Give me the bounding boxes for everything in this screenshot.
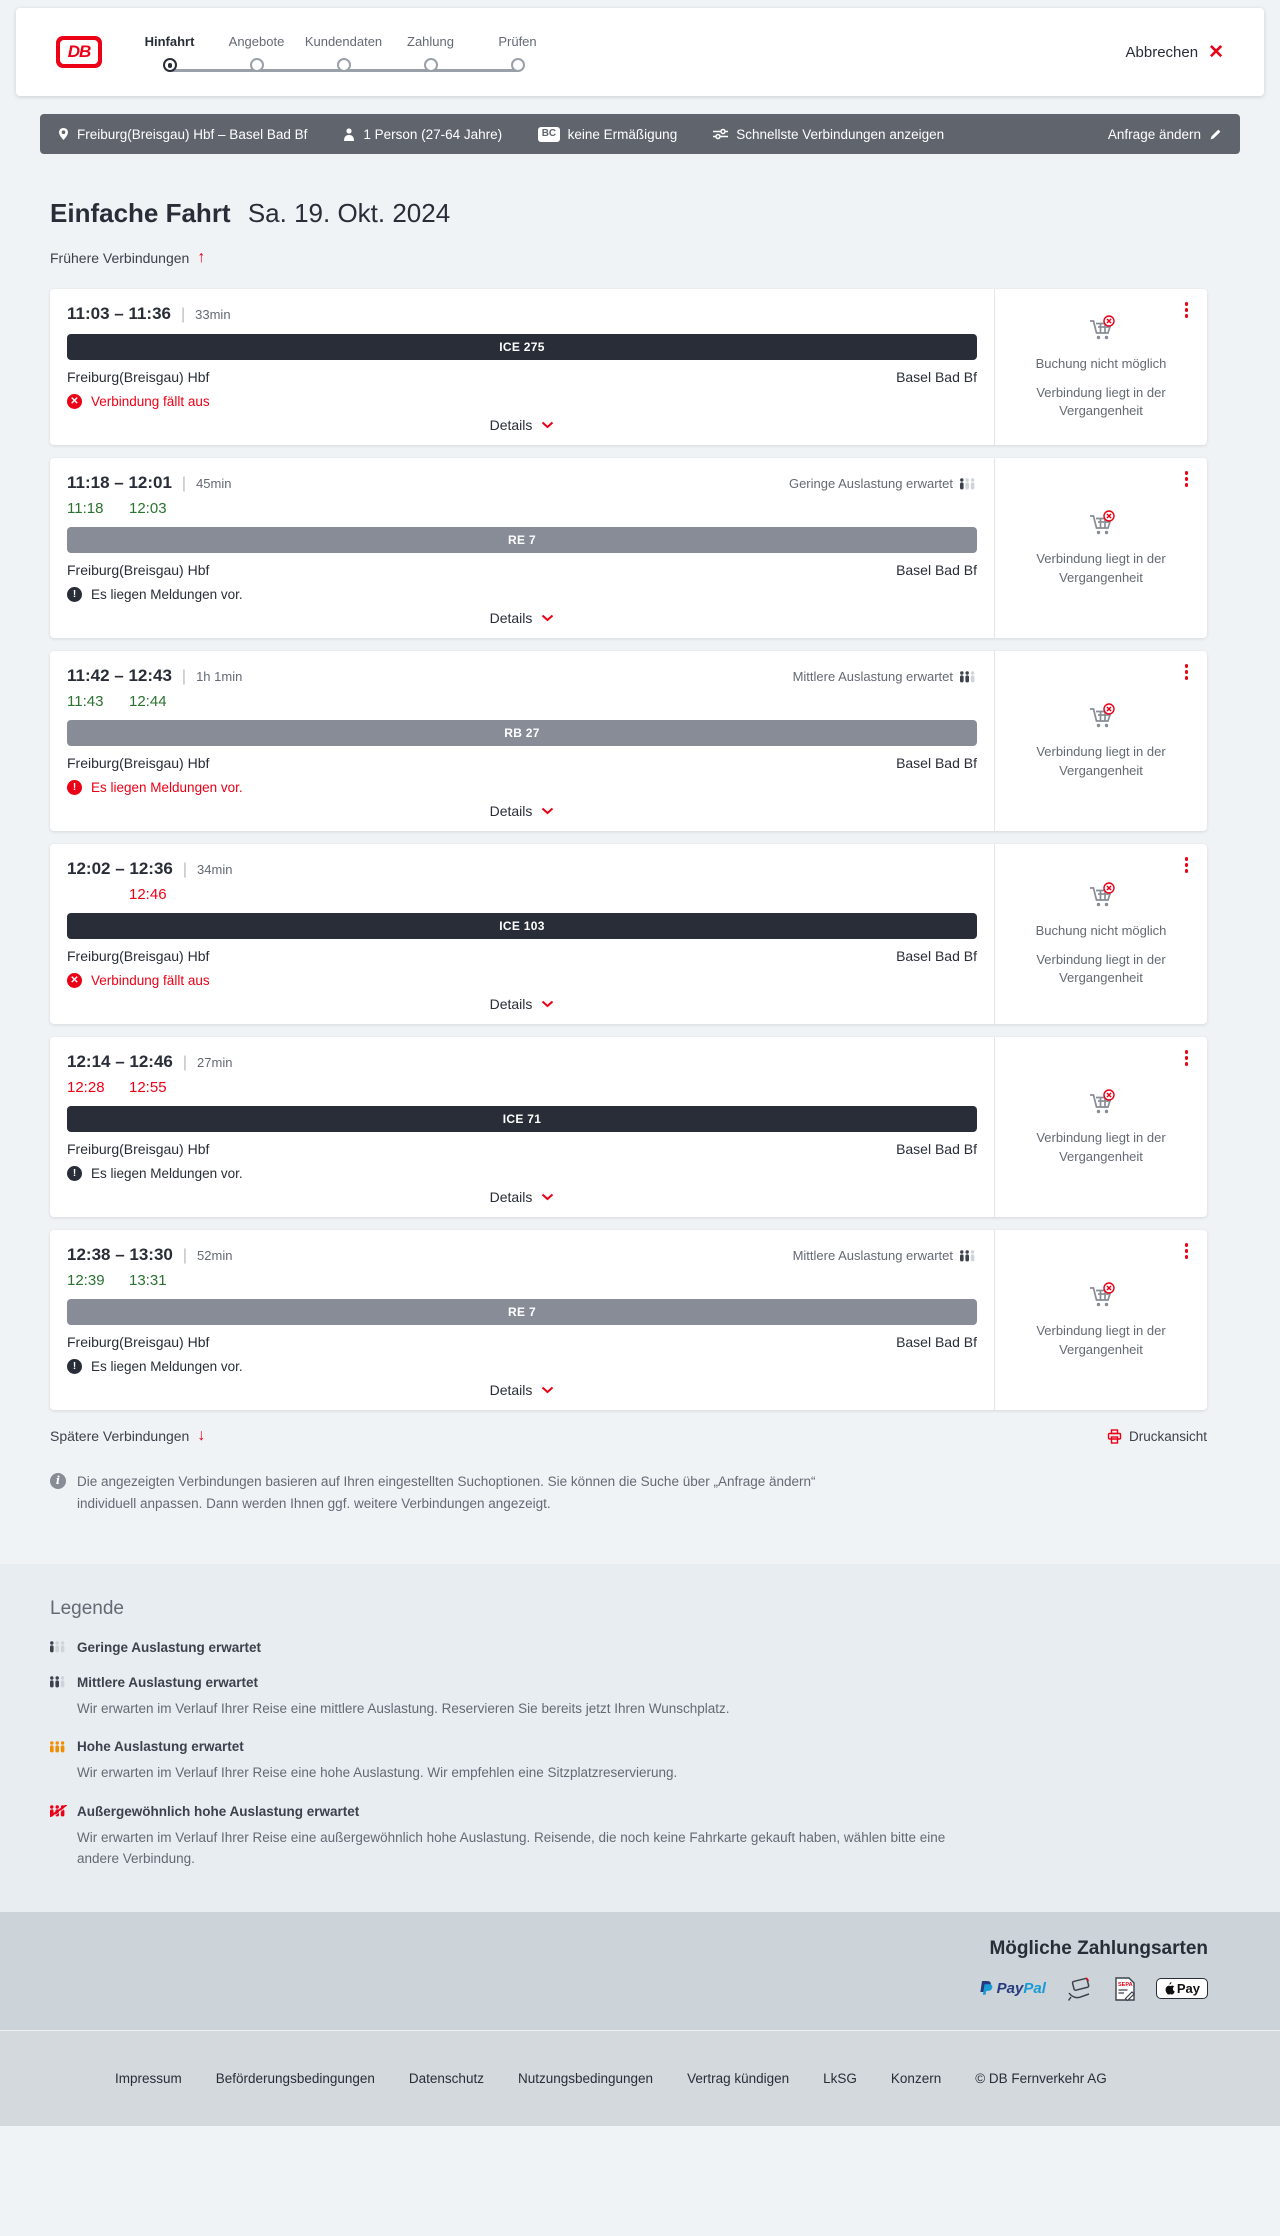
stations-row bbox=[67, 1141, 977, 1157]
kebab-menu-icon[interactable] bbox=[1183, 662, 1191, 682]
cart-unavailable-icon bbox=[1082, 881, 1120, 911]
legend-item bbox=[50, 1675, 1230, 1720]
step-dot bbox=[424, 58, 438, 72]
kebab-menu-icon[interactable] bbox=[1183, 1241, 1191, 1261]
time-range: 12:02 – 12:36 bbox=[67, 859, 173, 878]
duration: 33min bbox=[195, 307, 231, 322]
alert-icon: ! bbox=[67, 780, 82, 795]
message-text: Es liegen Meldungen vor. bbox=[91, 587, 243, 602]
separator: | bbox=[182, 1054, 188, 1071]
cancel-label: Abbrechen bbox=[1125, 43, 1199, 61]
separator: | bbox=[181, 475, 187, 492]
booking-panel bbox=[994, 1230, 1207, 1410]
separator: | bbox=[180, 306, 186, 323]
payment-section bbox=[0, 1912, 1280, 2031]
step-kundendaten[interactable] bbox=[300, 34, 387, 72]
connection-main bbox=[50, 289, 994, 445]
origin-station: Freiburg(Breisgau) Hbf bbox=[67, 369, 210, 385]
booking-panel bbox=[994, 289, 1207, 445]
page-footer bbox=[0, 2030, 1280, 2126]
connection-card bbox=[50, 844, 1207, 1024]
creditcard-hand-icon bbox=[1066, 1976, 1094, 2002]
booking-note: Buchung nicht möglich bbox=[1035, 922, 1167, 938]
results-section bbox=[0, 198, 1280, 1564]
realtime-arrival: 12:44 bbox=[129, 693, 167, 710]
footer-link-befrderungsbedingungen[interactable]: Beförderungsbedingungen bbox=[215, 2071, 375, 2087]
close-icon: ✕ bbox=[1208, 41, 1224, 63]
destination-station: Basel Bad Bf bbox=[896, 562, 977, 578]
realtime-departure: 11:18 bbox=[67, 500, 104, 517]
legend-section bbox=[0, 1564, 1280, 1912]
past-note: Verbindung liegt in der Vergangenheit bbox=[1036, 551, 1166, 585]
connection-card bbox=[50, 289, 1207, 445]
legend-item-label: Außergewöhnlich hohe Auslastung erwartet bbox=[77, 1803, 360, 1819]
connection-message bbox=[67, 1359, 977, 1374]
stations-row bbox=[67, 1334, 977, 1350]
booking-panel bbox=[994, 458, 1207, 638]
separator: | bbox=[181, 668, 187, 685]
past-note: Verbindung liegt in der Vergangenheit bbox=[1036, 951, 1166, 986]
alert-icon: ! bbox=[67, 1166, 82, 1181]
details-button[interactable]: Details bbox=[67, 1382, 977, 1398]
message-text: Es liegen Meldungen vor. bbox=[91, 780, 243, 795]
payment-title: Mögliche Zahlungsarten bbox=[989, 1937, 1208, 1959]
trip-date: Sa. 19. Okt. 2024 bbox=[247, 198, 451, 228]
connection-list bbox=[50, 289, 1207, 1410]
realtime-times bbox=[67, 1079, 977, 1096]
train-label: ICE 71 bbox=[67, 1106, 977, 1132]
passenger-summary bbox=[343, 127, 502, 142]
kebab-menu-icon[interactable] bbox=[1183, 300, 1191, 320]
time-range: 11:42 – 12:43 bbox=[67, 666, 172, 685]
step-prfen[interactable] bbox=[474, 34, 561, 72]
realtime-departure bbox=[67, 886, 113, 903]
step-dot bbox=[511, 58, 525, 72]
duration: 52min bbox=[197, 1248, 233, 1263]
chevron-down-icon bbox=[541, 421, 554, 429]
chevron-down-icon bbox=[541, 807, 554, 815]
legend-item bbox=[50, 1804, 1230, 1870]
discount-text: keine Ermäßigung bbox=[567, 126, 678, 142]
earlier-connections-link[interactable]: Frühere Verbindungen ↑ bbox=[50, 249, 206, 266]
details-button[interactable]: Details bbox=[67, 1189, 977, 1205]
paypal-icon: PayPal bbox=[979, 1980, 1046, 1997]
footer-link-nutzungsbedingungen[interactable]: Nutzungsbedingungen bbox=[517, 2071, 654, 2087]
chevron-down-icon bbox=[541, 1386, 554, 1394]
time-range: 11:03 – 11:36 bbox=[67, 304, 171, 323]
query-summary-bar bbox=[40, 114, 1240, 154]
past-note: Verbindung liegt in der Vergangenheit bbox=[1036, 744, 1166, 778]
connection-main bbox=[50, 651, 994, 831]
occupancy-persons-icon bbox=[50, 1805, 67, 1817]
booking-note: Buchung nicht möglich bbox=[1035, 355, 1167, 371]
stations-row bbox=[67, 948, 977, 964]
legend-item bbox=[50, 1739, 1230, 1784]
past-note: Verbindung liegt in der Vergangenheit bbox=[1036, 1130, 1166, 1164]
printer-icon bbox=[1107, 1429, 1122, 1444]
person-icon bbox=[343, 128, 355, 141]
destination-station: Basel Bad Bf bbox=[896, 948, 977, 964]
step-dot bbox=[250, 58, 264, 72]
connection-main bbox=[50, 1230, 994, 1410]
duration: 1h 1min bbox=[196, 669, 243, 684]
duration: 34min bbox=[197, 862, 233, 877]
destination-station: Basel Bad Bf bbox=[896, 1141, 977, 1157]
applepay-icon bbox=[1156, 1978, 1208, 1999]
kebab-menu-icon[interactable] bbox=[1183, 469, 1191, 489]
step-hinfahrt[interactable] bbox=[126, 34, 213, 72]
applepay-label: Pay bbox=[1176, 1981, 1200, 1997]
duration: 45min bbox=[196, 476, 232, 491]
stations-row bbox=[67, 755, 977, 771]
step-zahlung[interactable] bbox=[387, 34, 474, 72]
info-icon: i bbox=[50, 1473, 66, 1489]
chevron-down-icon bbox=[541, 1193, 554, 1201]
edit-request-button[interactable] bbox=[1108, 127, 1222, 142]
occupancy-persons-icon bbox=[50, 1676, 67, 1688]
footer-link-konzern[interactable]: Konzern bbox=[890, 2071, 942, 2087]
stations-row bbox=[67, 562, 977, 578]
cancel-button[interactable] bbox=[1126, 43, 1224, 62]
origin-station: Freiburg(Breisgau) Hbf bbox=[67, 755, 210, 771]
occupancy-persons-icon bbox=[960, 478, 977, 490]
trip-type: Einfache Fahrt bbox=[50, 198, 231, 228]
details-button[interactable]: Details bbox=[67, 803, 977, 819]
details-button[interactable]: Details bbox=[67, 996, 977, 1012]
connection-main bbox=[50, 844, 994, 1024]
booking-panel bbox=[994, 651, 1207, 831]
alert-icon: ! bbox=[67, 587, 82, 602]
later-connections-link[interactable]: Spätere Verbindungen ↓ bbox=[50, 1427, 206, 1444]
kebab-menu-icon[interactable] bbox=[1183, 855, 1191, 875]
train-label: RB 27 bbox=[67, 720, 977, 746]
app-header bbox=[16, 8, 1264, 96]
destination-station: Basel Bad Bf bbox=[896, 1334, 977, 1350]
footer-link-vertragkndigen[interactable]: Vertrag kündigen bbox=[687, 2071, 790, 2087]
arrow-up-icon: ↑ bbox=[197, 249, 206, 266]
connection-message bbox=[67, 973, 977, 988]
passenger-text: 1 Person (27-64 Jahre) bbox=[363, 126, 503, 142]
connection-message bbox=[67, 394, 977, 409]
realtime-departure: 11:43 bbox=[67, 693, 104, 710]
occupancy-persons-icon bbox=[960, 671, 977, 683]
realtime-times bbox=[67, 693, 977, 710]
connection-main bbox=[50, 458, 994, 638]
legend-items bbox=[50, 1640, 1230, 1870]
message-text: Verbindung fällt aus bbox=[91, 394, 210, 409]
cancel-icon: ✕ bbox=[67, 973, 82, 988]
legend-item-description: Wir erwarten im Verlauf Ihrer Reise eine mittlere Auslastung. Reservieren Sie bereits jetzt Ihren Wunschplatz. bbox=[77, 1700, 730, 1716]
step-dot bbox=[163, 58, 177, 72]
occupancy-persons-icon bbox=[50, 1741, 67, 1753]
origin-station: Freiburg(Breisgau) Hbf bbox=[67, 1334, 210, 1350]
legend-item bbox=[50, 1640, 1230, 1655]
stations-row bbox=[67, 369, 977, 385]
cart-unavailable-icon bbox=[1082, 1281, 1120, 1311]
footer-link-datenschutz[interactable]: Datenschutz bbox=[408, 2071, 484, 2087]
chevron-down-icon bbox=[541, 614, 554, 622]
realtime-times bbox=[67, 886, 977, 903]
past-note: Verbindung liegt in der Vergangenheit bbox=[1036, 1323, 1166, 1357]
legend-item-label: Geringe Auslastung erwartet bbox=[77, 1639, 262, 1655]
page-title bbox=[50, 198, 1280, 229]
time-range: 11:18 – 12:01 bbox=[67, 473, 172, 492]
destination-station: Basel Bad Bf bbox=[896, 755, 977, 771]
duration: 27min bbox=[197, 1055, 233, 1070]
message-text: Es liegen Meldungen vor. bbox=[91, 1166, 243, 1181]
note-text: Die angezeigten Verbindungen basieren auf Ihren eingestellten Suchoptionen. Sie können die Suche über „Anfrage ändern“ individuell anpassen. Dann werden Ihnen ggf. weitere Verbindungen angezeigt. bbox=[77, 1474, 816, 1512]
train-label: ICE 275 bbox=[67, 334, 977, 360]
origin-station: Freiburg(Breisgau) Hbf bbox=[67, 948, 210, 964]
payment-methods bbox=[979, 1976, 1208, 2002]
discount-summary bbox=[538, 127, 677, 142]
occupancy-label: Mittlere Auslastung erwartet bbox=[793, 669, 977, 684]
booking-panel bbox=[994, 1037, 1207, 1217]
connection-card bbox=[50, 651, 1207, 831]
train-label: ICE 103 bbox=[67, 913, 977, 939]
alert-icon: ! bbox=[67, 1359, 82, 1374]
sepa-lastschrift-icon bbox=[1114, 1977, 1136, 2001]
step-label: Prüfen bbox=[498, 34, 537, 49]
legend-title: Legende bbox=[50, 1597, 124, 1619]
occupancy-persons-icon bbox=[960, 1250, 977, 1262]
speed-filter-text: Schnellste Verbindungen anzeigen bbox=[736, 126, 945, 142]
sliders-icon bbox=[713, 128, 728, 140]
route-text: Freiburg(Breisgau) Hbf – Basel Bad Bf bbox=[77, 126, 308, 142]
connection-message bbox=[67, 1166, 977, 1181]
occupancy-persons-icon bbox=[50, 1641, 67, 1653]
legend-item-description: Wir erwarten im Verlauf Ihrer Reise eine hohe Auslastung. Wir empfehlen eine Sitzplatzreservierung. bbox=[77, 1765, 678, 1781]
step-label: Kundendaten bbox=[304, 34, 383, 49]
realtime-times bbox=[67, 500, 977, 517]
realtime-times bbox=[67, 1272, 977, 1289]
message-text: Verbindung fällt aus bbox=[91, 973, 210, 988]
progress-steps bbox=[126, 32, 561, 72]
connection-card bbox=[50, 1037, 1207, 1217]
legend-item-label: Hohe Auslastung erwartet bbox=[77, 1739, 244, 1755]
legend-item-label: Mittlere Auslastung erwartet bbox=[77, 1674, 259, 1690]
connection-main bbox=[50, 1037, 994, 1217]
copyright-text: © DB Fernverkehr AG bbox=[975, 2071, 1107, 2087]
connection-card bbox=[50, 1230, 1207, 1410]
step-dot bbox=[337, 58, 351, 72]
cancel-icon: ✕ bbox=[67, 394, 82, 409]
realtime-arrival: 12:03 bbox=[129, 500, 167, 517]
route-summary bbox=[58, 127, 307, 142]
cart-unavailable-icon bbox=[1082, 509, 1120, 539]
booking-panel bbox=[994, 844, 1207, 1024]
cart-unavailable-icon bbox=[1082, 1088, 1120, 1118]
connection-message bbox=[67, 587, 977, 602]
realtime-departure: 12:28 bbox=[67, 1079, 105, 1096]
db-logo-text: DB bbox=[60, 40, 98, 64]
arrow-down-icon: ↓ bbox=[197, 1427, 206, 1444]
connection-message bbox=[67, 780, 977, 795]
cart-unavailable-icon bbox=[1082, 314, 1120, 344]
chevron-down-icon bbox=[541, 1000, 554, 1008]
realtime-arrival: 13:31 bbox=[129, 1272, 167, 1289]
print-view-button[interactable]: Druckansicht bbox=[1107, 1427, 1207, 1445]
edit-request-label: Anfrage ändern bbox=[1107, 126, 1201, 142]
search-options-note bbox=[50, 1471, 862, 1564]
realtime-arrival: 12:55 bbox=[129, 1079, 167, 1096]
step-angebote[interactable] bbox=[213, 34, 300, 72]
legend-item-description: Wir erwarten im Verlauf Ihrer Reise eine außergewöhnlich hohe Auslastung. Reisende, die noch keine Fahrkarte gekauft haben, wählen bitte eine andere Verbindung. bbox=[77, 1829, 946, 1867]
occupancy-label: Mittlere Auslastung erwartet bbox=[793, 1248, 977, 1263]
details-button[interactable]: Details bbox=[67, 417, 977, 433]
cart-unavailable-icon bbox=[1082, 702, 1120, 732]
train-label: RE 7 bbox=[67, 1299, 977, 1325]
time-range: 12:14 – 12:46 bbox=[67, 1052, 173, 1071]
pencil-icon bbox=[1209, 128, 1222, 141]
db-logo[interactable] bbox=[56, 36, 102, 68]
destination-station: Basel Bad Bf bbox=[896, 369, 977, 385]
time-range: 12:38 – 13:30 bbox=[67, 1245, 173, 1264]
step-label: Angebote bbox=[228, 34, 285, 49]
realtime-arrival: 12:46 bbox=[129, 886, 167, 903]
separator: | bbox=[182, 1247, 188, 1264]
svg-text:SEPA: SEPA bbox=[1117, 1981, 1133, 1988]
realtime-departure: 12:39 bbox=[67, 1272, 105, 1289]
step-label: Zahlung bbox=[407, 34, 454, 49]
details-button[interactable]: Details bbox=[67, 610, 977, 626]
footer-link-impressum[interactable]: Impressum bbox=[115, 2071, 182, 2087]
train-label: RE 7 bbox=[67, 527, 977, 553]
speed-filter-summary bbox=[713, 127, 944, 142]
kebab-menu-icon[interactable] bbox=[1183, 1048, 1191, 1068]
location-pin-icon bbox=[58, 127, 69, 141]
past-note: Verbindung liegt in der Vergangenheit bbox=[1036, 384, 1166, 419]
message-text: Es liegen Meldungen vor. bbox=[91, 1359, 243, 1374]
bahncard-icon: BC bbox=[538, 127, 559, 142]
step-label: Hinfahrt bbox=[144, 34, 195, 49]
footer-link-lksg[interactable]: LkSG bbox=[823, 2071, 857, 2087]
occupancy-label: Geringe Auslastung erwartet bbox=[789, 476, 977, 491]
origin-station: Freiburg(Breisgau) Hbf bbox=[67, 562, 210, 578]
connection-card bbox=[50, 458, 1207, 638]
origin-station: Freiburg(Breisgau) Hbf bbox=[67, 1141, 210, 1157]
separator: | bbox=[182, 861, 188, 878]
